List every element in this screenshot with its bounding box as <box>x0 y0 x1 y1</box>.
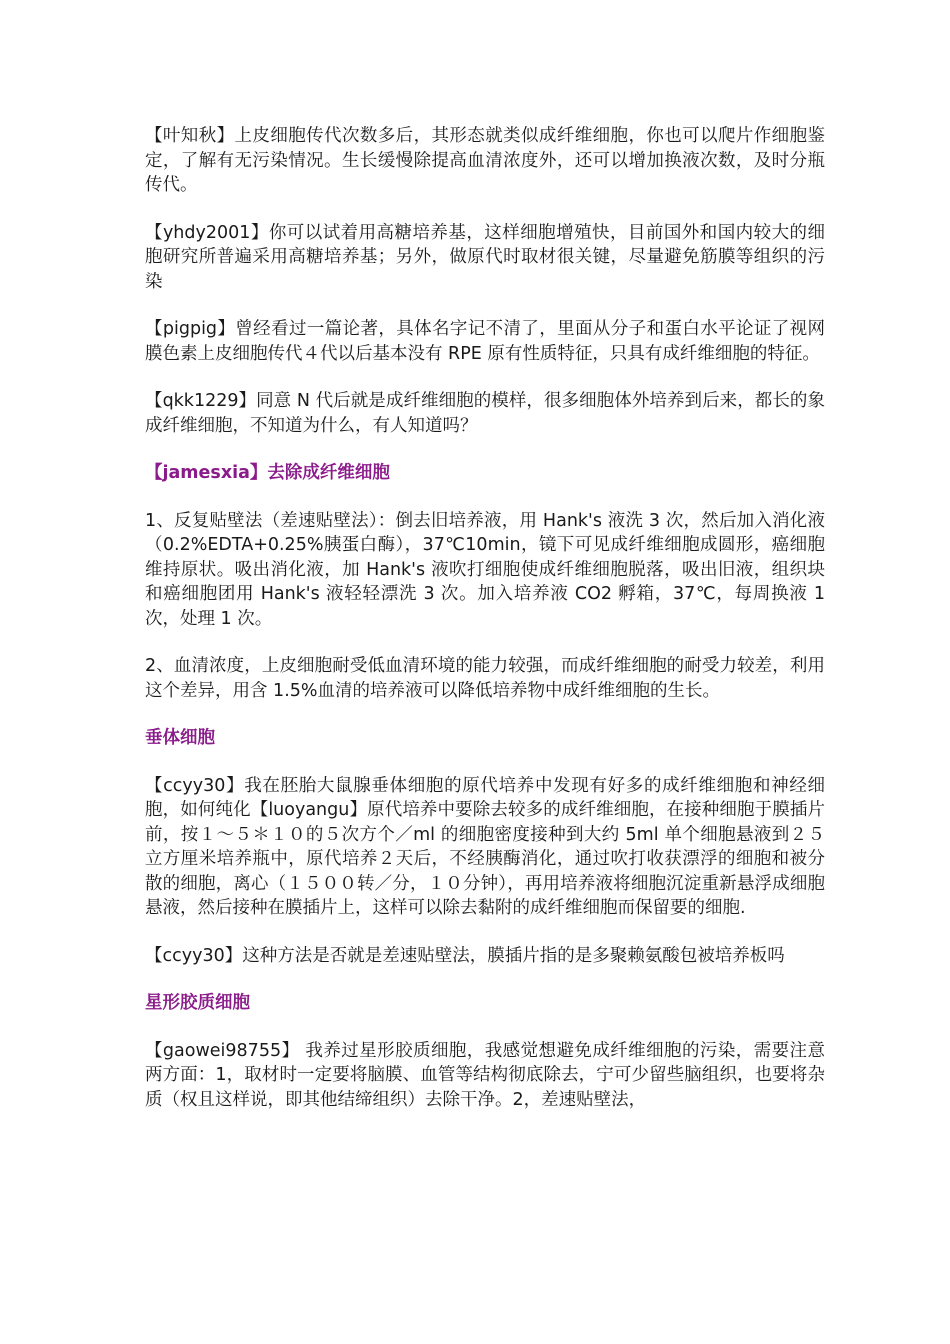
paragraph-yhdy2001: 【yhdy2001】你可以试着用高糖培养基，这样细胞增殖快，目前国外和国内较大的细胞研究所普遍采用高糖培养基；另外，做原代时取材很关键，尽量避免筋膜等组织的污染 <box>145 222 825 292</box>
section-heading-remove-fibroblasts: 【jamesxia】去除成纤维细胞 <box>145 463 390 483</box>
paragraph-method-1: 1、反复贴壁法（差速贴壁法）：倒去旧培养液，用 Hank's 液洗 3 次，然后加入消化液（0.2%EDTA+0.25%胰蛋白酶），37℃10min，镜下可见成纤维细胞成圆形，癌细胞维持原状。吸出消化液，加 Hank's 液吹打细胞使成纤维细胞脱落，吸出旧液，组织块和癌细胞团用 Hank's 液轻轻漂洗 3 次。加入培养液 CO2 孵箱，37℃，每周换液 1 次，处理 1 次。 <box>145 510 825 629</box>
paragraph-ccyy30-question: 【ccyy30】我在胚胎大鼠腺垂体细胞的原代培养中发现有好多的成纤维细胞和神经细胞，如何纯化【luoyangu】原代培养中要除去较多的成纤维细胞，在接种细胞于膜插片前，按１～５＊１０的５次方个／ml 的细胞密度接种到大约 5ml 单个细胞悬液到２５立方厘米培养瓶中，原代培养２天后，不经胰酶消化，通过吹打收获漂浮的细胞和被分散的细胞，离心（１５００转／分，１０分钟），再用培养液将细胞沉淀重新悬浮成细胞悬液，然后接种在膜插片上，这样可以除去黏附的成纤维细胞而保留要的细胞. <box>145 775 825 918</box>
paragraph-method-2: 2、血清浓度，上皮细胞耐受低血清环境的能力较强，而成纤维细胞的耐受力较差，利用这个差异，用含 1.5%血清的培养液可以降低培养物中成纤维细胞的生长。 <box>145 656 825 701</box>
paragraph-yezhiqiu: 【叶知秋】上皮细胞传代次数多后，其形态就类似成纤维细胞，你也可以爬片作细胞鉴定，了解有无污染情况。生长缓慢除提高血清浓度外，还可以增加换液次数，及时分瓶传代。 <box>145 126 825 195</box>
paragraph-gaowei98755: 【gaowei98755】 我养过星形胶质细胞，我感觉想避免成纤维细胞的污染，需要注意两方面：1，取材时一定要将脑膜、血管等结构彻底除去，宁可少留些脑组织，也要将杂质（权且这样说，即其他结缔组织）去除干净。2，差速贴壁法， <box>145 1040 825 1110</box>
document-page <box>145 124 825 1135</box>
paragraph-qkk1229: 【qkk1229】同意 N 代后就是成纤维细胞的模样，很多细胞体外培养到后来，都长的象成纤维细胞，不知道为什么，有人知道吗？ <box>145 391 825 436</box>
paragraph-ccyy30-followup: 【ccyy30】这种方法是否就是差速贴壁法，膜插片指的是多聚赖氨酸包被培养板吗 <box>145 945 785 966</box>
section-heading-pituitary: 垂体细胞 <box>145 728 215 748</box>
paragraph-pigpig: 【pigpig】曾经看过一篇论著，具体名字记不清了，里面从分子和蛋白水平论证了视网膜色素上皮细胞传代４代以后基本没有 RPE 原有性质特征，只具有成纤维细胞的特征。 <box>145 319 825 364</box>
section-heading-astrocytes: 星形胶质细胞 <box>145 993 250 1013</box>
